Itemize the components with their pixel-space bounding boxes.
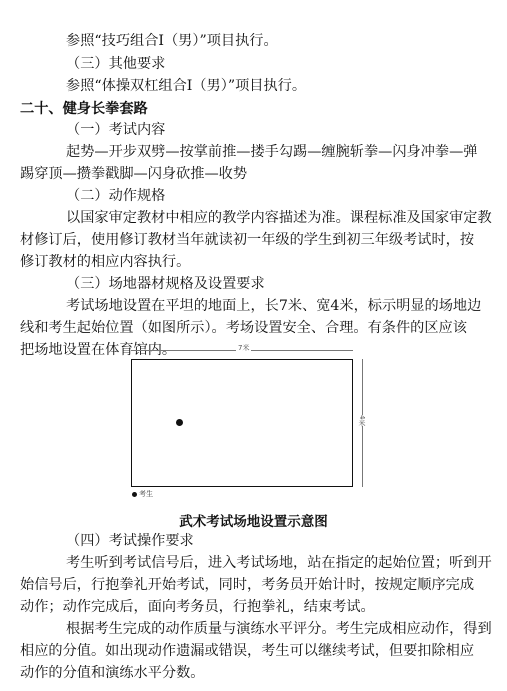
text-line: 考生听到考试信号后，进入考试场地，站在指定的起始位置；听到开: [66, 555, 492, 571]
text-line: 踢穿顶—攒拳戳脚—闪身砍推—收势: [20, 166, 248, 182]
figure-caption: 武术考试场地设置示意图: [179, 514, 328, 530]
text-line: 参照“体操双杠组合Ⅰ（男）”项目执行。: [66, 78, 307, 94]
text-line: 相应的分值。如出现动作遗漏或错误，考生可以继续考试，但要扣除相应: [20, 643, 475, 659]
text-line: 始信号后，行抱拳礼开始考试，同时，考务员开始计时，按规定顺序完成: [20, 577, 475, 593]
subheading-operation: （四）考试操作要求: [66, 533, 194, 549]
text-line: 线和考生起始位置（如图所示）。考场设置安全、合理。有条件的区应该: [20, 320, 467, 336]
text-line: 参照“技巧组合Ⅰ（男）”项目执行。: [66, 33, 278, 49]
exam-field-rectangle: [131, 359, 353, 487]
text-line: 根据考生完成的动作质量与演练水平评分。考生完成相应动作，得到: [66, 621, 492, 637]
text-line: 动作的分值和演练水平分数。: [20, 665, 205, 681]
subheading-other-requirements: （三）其他要求: [66, 56, 166, 72]
text-line: 以国家审定教材中相应的教学内容描述为准。课程标准及国家审定教: [66, 210, 492, 226]
length-label: 7米: [238, 344, 250, 352]
text-line: 把场地设置在体育馆内。: [20, 342, 177, 358]
subheading-exam-content: （一）考试内容: [66, 122, 166, 138]
section-heading: 二十、健身长拳套路: [20, 101, 148, 117]
legend-dot-icon: [132, 492, 137, 497]
width-label: 4米: [358, 415, 366, 427]
text-line: 考试场地设置在平坦的地面上，长7米、宽4米，标示明显的场地边: [66, 298, 482, 314]
text-line: 动作；动作完成后，面向考务员，行抱拳礼，结束考试。: [20, 599, 375, 615]
text-line: 修订教材的相应内容执行。: [20, 254, 191, 270]
start-position-dot: [176, 419, 183, 426]
subheading-venue-spec: （三）场地器材规格及设置要求: [66, 276, 265, 292]
legend-label: 考生: [139, 490, 153, 498]
text-line: 起势—开步双劈—按掌前推—搂手勾踢—缠腕斩拳—闪身冲拳—弹: [66, 144, 478, 160]
subheading-action-spec: （二）动作规格: [66, 188, 166, 204]
text-line: 材修订后，使用修订教材当年就读初一年级的学生到初三年级考试时，按: [20, 232, 475, 248]
